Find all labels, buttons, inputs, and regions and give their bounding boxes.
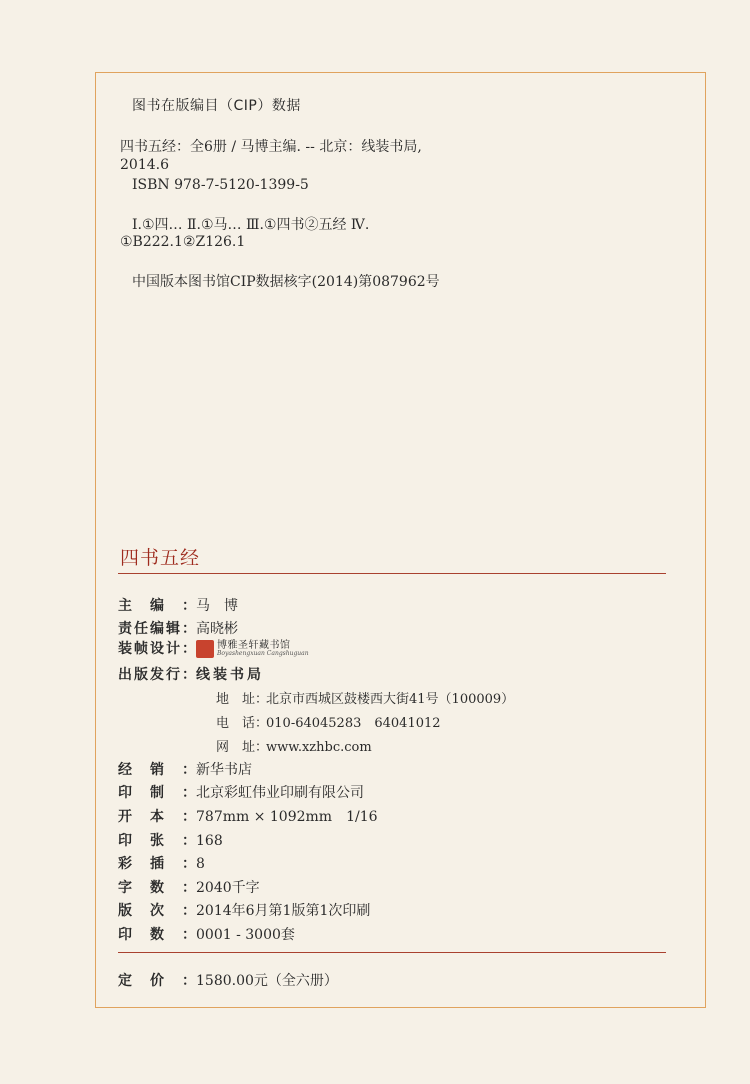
field-value: 2014年6月第1版第1次印刷 bbox=[196, 903, 371, 919]
field-value: 北京彩虹伟业印刷有限公司 bbox=[196, 785, 364, 801]
field-label: 印数： bbox=[118, 927, 196, 943]
field-label: 版次： bbox=[118, 903, 196, 919]
divider bbox=[118, 952, 666, 953]
field-label: 装帧设计： bbox=[118, 641, 196, 657]
designer-row bbox=[118, 638, 309, 658]
field-label: 经销： bbox=[118, 762, 196, 778]
field-value: 高晓彬 bbox=[196, 621, 238, 637]
field-label: 地 址： bbox=[216, 692, 269, 707]
publisher-name: 线装书局 bbox=[196, 667, 264, 683]
designer-logo bbox=[217, 641, 309, 657]
cip-line: 2014.6 bbox=[120, 157, 169, 173]
publisher-row bbox=[118, 664, 264, 684]
website-row bbox=[216, 736, 372, 755]
responsible-editor-row bbox=[118, 618, 238, 638]
field-label: 开本： bbox=[118, 809, 196, 825]
field-value: www.xzhbc.com bbox=[266, 740, 372, 755]
seal-logo-icon bbox=[196, 640, 214, 658]
printer-row bbox=[118, 782, 364, 802]
color-plates-row bbox=[118, 853, 205, 873]
price-row bbox=[118, 970, 338, 990]
distributor-row bbox=[118, 759, 252, 779]
edition-row bbox=[118, 900, 370, 920]
field-value: 北京市西城区鼓楼西大街41号（100009） bbox=[266, 692, 515, 707]
cip-line: 四书五经：全6册 / 马博主编. -- 北京：线装书局, bbox=[120, 139, 422, 155]
designer-name: 博雅圣轩藏书馆 bbox=[217, 640, 291, 651]
field-label: 印张： bbox=[118, 833, 196, 849]
cip-heading: 图书在版编目（CIP）数据 bbox=[132, 98, 301, 114]
field-label: 定价： bbox=[118, 973, 196, 989]
print-run-row bbox=[118, 924, 295, 944]
sheets-row bbox=[118, 830, 223, 850]
field-label: 电 话： bbox=[216, 716, 269, 731]
field-label: 字数： bbox=[118, 880, 196, 896]
book-title: 四书五经 bbox=[120, 547, 201, 569]
field-value: 新华书店 bbox=[196, 762, 252, 778]
field-value: 0001 - 3000套 bbox=[196, 927, 295, 943]
field-value: 168 bbox=[196, 833, 223, 849]
field-value: 1580.00元（全六册） bbox=[196, 973, 338, 989]
field-value: 010-64045283 64041012 bbox=[266, 716, 441, 731]
editor-row bbox=[118, 595, 238, 615]
cip-number: 中国版本图书馆CIP数据核字(2014)第087962号 bbox=[132, 274, 440, 290]
field-label: 彩插： bbox=[118, 856, 196, 872]
field-value: 787mm × 1092mm 1/16 bbox=[196, 809, 378, 825]
field-label: 印制： bbox=[118, 785, 196, 801]
field-label: 主编： bbox=[118, 598, 196, 614]
cip-line: Ⅰ.①四… Ⅱ.①马… Ⅲ.①四书②五经 Ⅳ. bbox=[132, 217, 370, 233]
designer-roman: Boyashengxuan Cangshuguan bbox=[217, 650, 309, 657]
field-value: 8 bbox=[196, 856, 205, 872]
word-count-row bbox=[118, 877, 260, 897]
phone-row bbox=[216, 712, 441, 731]
format-row bbox=[118, 806, 378, 826]
field-value: 马 博 bbox=[196, 598, 238, 614]
field-label: 网 址： bbox=[216, 740, 269, 755]
cip-isbn: ISBN 978-7-5120-1399-5 bbox=[132, 177, 309, 193]
divider bbox=[118, 573, 666, 574]
field-label: 出版发行： bbox=[118, 667, 196, 683]
address-row bbox=[216, 688, 514, 707]
field-value: 2040千字 bbox=[196, 880, 260, 896]
field-label: 责任编辑： bbox=[118, 621, 196, 637]
cip-line: ①B222.1②Z126.1 bbox=[120, 234, 246, 250]
